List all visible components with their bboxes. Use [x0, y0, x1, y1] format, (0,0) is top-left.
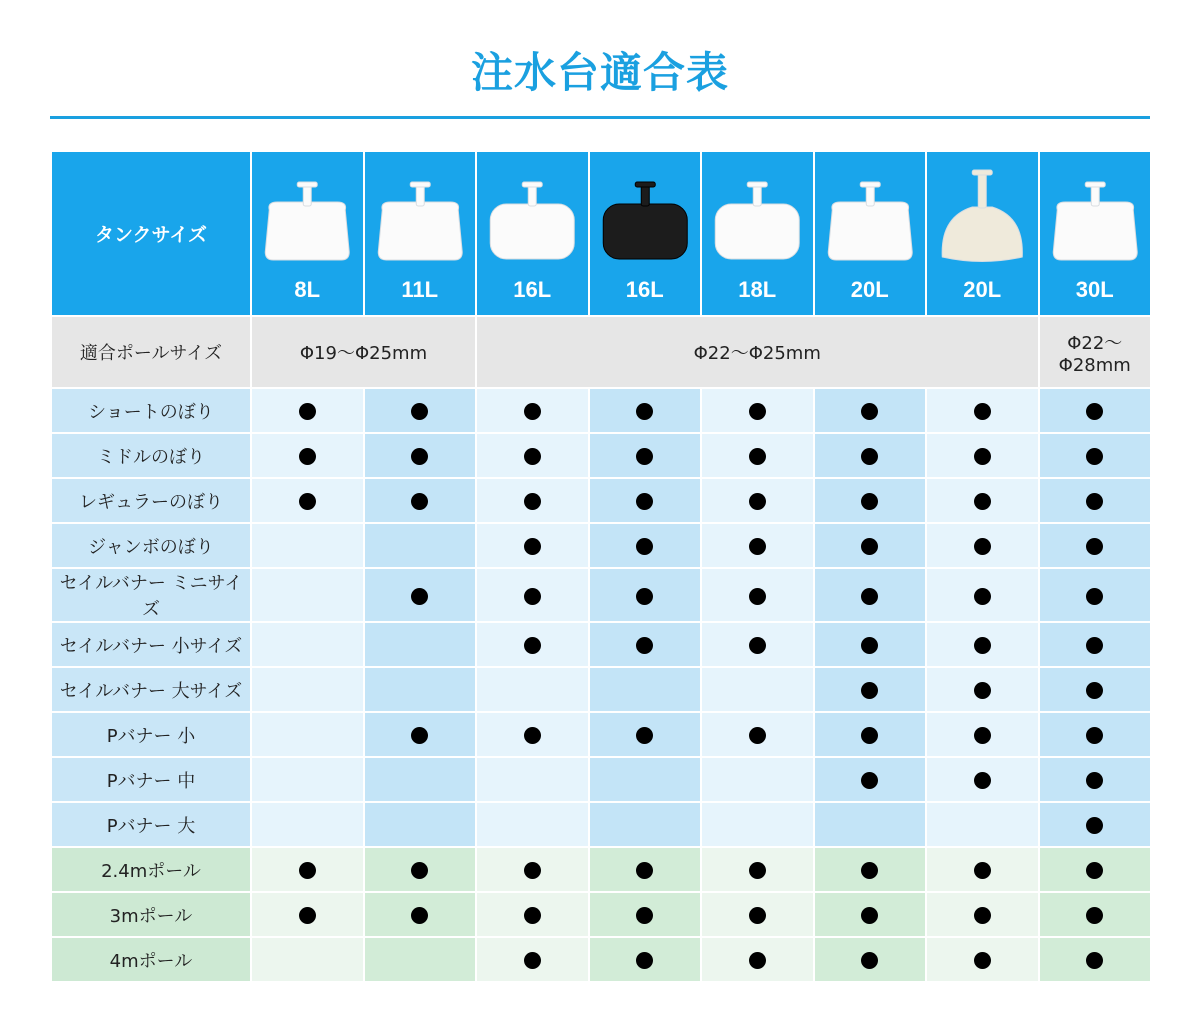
compat-cell [814, 802, 927, 847]
compatible-dot-icon [524, 952, 541, 969]
compatible-dot-icon [299, 493, 316, 510]
compat-cell [589, 568, 702, 622]
compat-cell [701, 388, 814, 433]
compat-cell [1039, 523, 1152, 568]
row-label: ジャンボのぼり [51, 523, 251, 568]
compatible-dot-icon [299, 907, 316, 924]
compat-cell [589, 667, 702, 712]
row-label: 3mポール [51, 892, 251, 937]
compat-cell [476, 433, 589, 478]
compat-cell [364, 892, 477, 937]
compatible-dot-icon [1086, 448, 1103, 465]
compat-cell [589, 388, 702, 433]
row-label: セイルバナー ミニサイズ [51, 568, 251, 622]
table-row [51, 757, 1151, 802]
compatible-dot-icon [411, 403, 428, 420]
tank-column-header [364, 151, 477, 316]
compat-cell [1039, 622, 1152, 667]
compat-cell [926, 523, 1039, 568]
compatible-dot-icon [861, 682, 878, 699]
compatible-dot-icon [749, 448, 766, 465]
compat-cell [926, 667, 1039, 712]
compat-cell [364, 937, 477, 982]
pole-size-group: Φ22〜Φ25mm [476, 316, 1039, 388]
compat-cell [814, 757, 927, 802]
compatible-dot-icon [861, 538, 878, 555]
compat-cell [701, 847, 814, 892]
compatible-dot-icon [524, 907, 541, 924]
compatible-dot-icon [411, 588, 428, 605]
compatible-dot-icon [1086, 772, 1103, 789]
tank-column-header [814, 151, 927, 316]
table-row [51, 478, 1151, 523]
compatible-dot-icon [861, 772, 878, 789]
compat-cell [589, 622, 702, 667]
compat-cell [814, 667, 927, 712]
compatible-dot-icon [1086, 637, 1103, 654]
tank-volume: 11L [401, 277, 439, 302]
compat-cell [1039, 712, 1152, 757]
compatible-dot-icon [749, 588, 766, 605]
tank-cell [1040, 152, 1151, 313]
compatible-dot-icon [1086, 952, 1103, 969]
compat-cell [701, 523, 814, 568]
compat-cell [476, 622, 589, 667]
compat-cell [926, 802, 1039, 847]
compat-cell [251, 802, 364, 847]
compatible-dot-icon [974, 588, 991, 605]
tank-column-header [589, 151, 702, 316]
pole-size-label: 適合ポールサイズ [51, 316, 251, 388]
compatible-dot-icon [524, 403, 541, 420]
tank-column-header [251, 151, 364, 316]
compat-cell [589, 523, 702, 568]
row-label: レギュラーのぼり [51, 478, 251, 523]
compat-cell [364, 622, 477, 667]
compat-cell [814, 433, 927, 478]
compatible-dot-icon [861, 493, 878, 510]
compat-cell [364, 847, 477, 892]
compat-cell [926, 388, 1039, 433]
compat-cell [476, 937, 589, 982]
compat-cell [926, 622, 1039, 667]
compat-cell [251, 892, 364, 937]
compat-cell [476, 712, 589, 757]
tank-cell [590, 152, 701, 313]
compat-cell [589, 847, 702, 892]
compat-cell [926, 478, 1039, 523]
compat-cell [364, 568, 477, 622]
compatible-dot-icon [636, 907, 653, 924]
compat-cell [926, 568, 1039, 622]
compatible-dot-icon [749, 637, 766, 654]
compatible-dot-icon [749, 538, 766, 555]
compat-cell [701, 568, 814, 622]
compat-cell [251, 388, 364, 433]
compatible-dot-icon [974, 403, 991, 420]
compatible-dot-icon [974, 952, 991, 969]
compatible-dot-icon [524, 727, 541, 744]
compatible-dot-icon [749, 403, 766, 420]
compatible-dot-icon [411, 862, 428, 879]
compat-cell [701, 667, 814, 712]
compatibility-table [50, 150, 1152, 983]
compatible-dot-icon [411, 727, 428, 744]
compat-cell [814, 478, 927, 523]
pole-size-group [1039, 316, 1152, 388]
compat-cell [476, 568, 589, 622]
compatible-dot-icon [749, 493, 766, 510]
compat-cell [476, 478, 589, 523]
tank-volume: 20L [963, 277, 1002, 302]
tank-cell [702, 152, 813, 313]
compat-cell [476, 757, 589, 802]
pole-size-row [51, 316, 1151, 388]
compat-cell [701, 712, 814, 757]
tank-cell [365, 152, 476, 313]
compat-cell [1039, 667, 1152, 712]
compat-cell [814, 523, 927, 568]
compatible-dot-icon [524, 588, 541, 605]
compatible-dot-icon [636, 403, 653, 420]
compat-cell [364, 802, 477, 847]
tank-cell [815, 152, 926, 313]
table-row [51, 433, 1151, 478]
tank-volume: 20L [850, 277, 889, 302]
compatible-dot-icon [974, 772, 991, 789]
table-row [51, 712, 1151, 757]
compat-cell [251, 847, 364, 892]
row-label: Pバナー 大 [51, 802, 251, 847]
compat-cell [589, 802, 702, 847]
tank-image [927, 162, 1038, 272]
compatible-dot-icon [1086, 862, 1103, 879]
compat-cell [1039, 802, 1152, 847]
compat-cell [926, 757, 1039, 802]
compatible-dot-icon [749, 907, 766, 924]
compatible-dot-icon [299, 403, 316, 420]
compat-cell [589, 478, 702, 523]
compatible-dot-icon [299, 448, 316, 465]
compatible-dot-icon [411, 907, 428, 924]
compat-cell [1039, 388, 1152, 433]
compat-cell [701, 757, 814, 802]
compat-cell [589, 433, 702, 478]
compat-cell [814, 892, 927, 937]
compatible-dot-icon [1086, 538, 1103, 555]
compat-cell [701, 478, 814, 523]
tank-column-header [926, 151, 1039, 316]
compat-cell [251, 478, 364, 523]
compat-cell [1039, 937, 1152, 982]
compatible-dot-icon [636, 727, 653, 744]
tank-image [365, 162, 476, 272]
compatible-dot-icon [524, 493, 541, 510]
compatible-dot-icon [974, 682, 991, 699]
compat-cell [589, 712, 702, 757]
compat-cell [251, 937, 364, 982]
compat-cell [476, 667, 589, 712]
page-title: 注水台適合表 [470, 48, 729, 97]
tank-header-row [51, 151, 1151, 316]
compat-cell [814, 622, 927, 667]
compatible-dot-icon [749, 862, 766, 879]
row-label: Pバナー 小 [51, 712, 251, 757]
compatible-dot-icon [974, 493, 991, 510]
tank-image [815, 162, 926, 272]
compatible-dot-icon [636, 493, 653, 510]
compat-cell [364, 712, 477, 757]
tank-image [252, 162, 363, 272]
compat-cell [364, 757, 477, 802]
compat-cell [814, 847, 927, 892]
compat-cell [1039, 757, 1152, 802]
tank-size-header-label: タンクサイズ [94, 224, 208, 246]
row-label: ミドルのぼり [51, 433, 251, 478]
compatible-dot-icon [1086, 817, 1103, 834]
row-label: 4mポール [51, 937, 251, 982]
compat-cell [701, 937, 814, 982]
table-row [51, 523, 1151, 568]
tank-volume: 8L [294, 277, 321, 302]
compat-cell [814, 388, 927, 433]
table-row [51, 847, 1151, 892]
compat-cell [251, 757, 364, 802]
tank-volume: 30L [1075, 277, 1114, 302]
compat-cell [926, 712, 1039, 757]
compat-cell [1039, 892, 1152, 937]
compatible-dot-icon [861, 952, 878, 969]
compatible-dot-icon [1086, 403, 1103, 420]
compatible-dot-icon [524, 637, 541, 654]
pole-size-line: Φ28mm [1058, 354, 1131, 376]
compatible-dot-icon [636, 952, 653, 969]
compatible-dot-icon [861, 907, 878, 924]
compat-cell [1039, 847, 1152, 892]
compat-cell [701, 433, 814, 478]
row-label: ショートのぼり [51, 388, 251, 433]
tank-image [477, 162, 588, 272]
compat-cell [364, 667, 477, 712]
compatible-dot-icon [636, 637, 653, 654]
compatible-dot-icon [1086, 588, 1103, 605]
compat-cell [589, 937, 702, 982]
compat-cell [476, 847, 589, 892]
tank-volume: 16L [513, 277, 552, 302]
table-row [51, 892, 1151, 937]
compat-cell [926, 892, 1039, 937]
compatible-dot-icon [524, 448, 541, 465]
compat-cell [589, 892, 702, 937]
compatible-dot-icon [636, 588, 653, 605]
title-divider [50, 116, 1150, 119]
compat-cell [364, 523, 477, 568]
compat-cell [926, 937, 1039, 982]
compat-cell [1039, 433, 1152, 478]
compatible-dot-icon [411, 448, 428, 465]
compatible-dot-icon [1086, 493, 1103, 510]
compat-cell [251, 433, 364, 478]
compat-cell [251, 568, 364, 622]
compatible-dot-icon [1086, 907, 1103, 924]
compatible-dot-icon [411, 493, 428, 510]
compat-cell [814, 712, 927, 757]
compat-cell [814, 937, 927, 982]
compat-cell [364, 433, 477, 478]
compat-cell [364, 478, 477, 523]
compatible-dot-icon [524, 538, 541, 555]
compat-cell [1039, 478, 1152, 523]
compat-cell [251, 667, 364, 712]
tank-volume: 18L [738, 277, 777, 302]
compat-cell [364, 388, 477, 433]
tank-cell [927, 152, 1038, 313]
compat-cell [926, 847, 1039, 892]
compatible-dot-icon [974, 448, 991, 465]
compat-cell [814, 568, 927, 622]
row-label: Pバナー 中 [51, 757, 251, 802]
tank-column-header [476, 151, 589, 316]
compatible-dot-icon [974, 862, 991, 879]
compatible-dot-icon [749, 727, 766, 744]
tank-column-header [1039, 151, 1152, 316]
tank-volume: 16L [625, 277, 664, 302]
tank-cell [477, 152, 588, 313]
compat-cell [251, 622, 364, 667]
compatible-dot-icon [1086, 727, 1103, 744]
compatible-dot-icon [1086, 682, 1103, 699]
compatible-dot-icon [524, 862, 541, 879]
compat-cell [476, 388, 589, 433]
compatible-dot-icon [861, 862, 878, 879]
compatible-dot-icon [636, 862, 653, 879]
compatible-dot-icon [861, 588, 878, 605]
tank-image [702, 162, 813, 272]
compatible-dot-icon [861, 448, 878, 465]
table-row [51, 388, 1151, 433]
pole-size-group: Φ19〜Φ25mm [251, 316, 476, 388]
compat-cell [701, 802, 814, 847]
compatible-dot-icon [861, 637, 878, 654]
compatible-dot-icon [974, 637, 991, 654]
compat-cell [926, 433, 1039, 478]
row-label: セイルバナー 大サイズ [51, 667, 251, 712]
compat-cell [251, 523, 364, 568]
compatible-dot-icon [974, 907, 991, 924]
compatible-dot-icon [974, 538, 991, 555]
compat-cell [476, 892, 589, 937]
tank-image [1040, 162, 1151, 272]
table-row [51, 802, 1151, 847]
compatible-dot-icon [299, 862, 316, 879]
compat-cell [476, 523, 589, 568]
compatible-dot-icon [974, 727, 991, 744]
compatible-dot-icon [636, 448, 653, 465]
compat-cell [589, 757, 702, 802]
compatible-dot-icon [861, 727, 878, 744]
compatible-dot-icon [636, 538, 653, 555]
table-row [51, 568, 1151, 622]
compat-cell [251, 712, 364, 757]
pole-size-line: Φ22〜 [1067, 332, 1123, 354]
compat-cell [476, 802, 589, 847]
table-row [51, 667, 1151, 712]
table-row [51, 937, 1151, 982]
compat-cell [701, 892, 814, 937]
row-label: セイルバナー 小サイズ [51, 622, 251, 667]
tank-image [590, 162, 701, 272]
table-row [51, 622, 1151, 667]
compat-cell [701, 622, 814, 667]
compat-cell [1039, 568, 1152, 622]
tank-cell [252, 152, 363, 313]
row-label: 2.4mポール [51, 847, 251, 892]
tank-size-header [51, 151, 251, 316]
compatible-dot-icon [749, 952, 766, 969]
compatible-dot-icon [861, 403, 878, 420]
tank-column-header [701, 151, 814, 316]
